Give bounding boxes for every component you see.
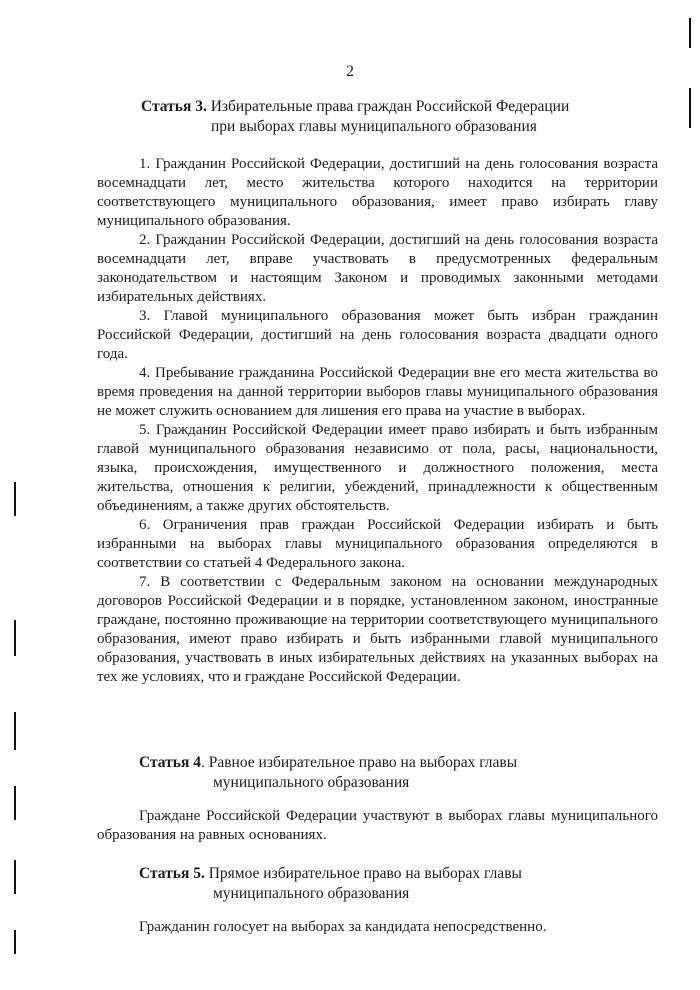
article-4-heading [139,753,517,793]
page-number: 2 [346,63,354,80]
scan-edge-mark [689,18,691,48]
scan-edge-mark [14,930,16,954]
article-3-body [97,155,658,687]
article-5-heading [139,864,522,904]
scan-edge-mark [14,712,16,750]
article-label: Статья 5. [139,865,205,882]
scan-edge-mark [14,860,16,894]
article-title-continued: при выборах главы муниципального образования [211,118,537,135]
article-4-body [97,807,658,845]
article-3-paragraph-6: 6. Ограничения прав граждан Российской Федерации избирать и быть избранными на выборах главы муниципального образования определяются в соответствии со статьей 4 Федерального закона. [97,517,658,571]
article-3-paragraph-1: 1. Гражданин Российской Федерации, достигший на день голосования возраста восемнадцати лет, место жительства которого находится на территории соответствующего муниципального образования, имеет право избирать главу муниципального образования. [97,156,658,229]
article-3-paragraph-5: 5. Гражданин Российской Федерации имеет право избирать и быть избранным главой муниципального образования независимо от пола, расы, национальности, языка, происхождения, имущественного и должностного положения, места жительства, отношения к религии, убеждений, принадлежности к общественным объединениям, а также других обстоятельств. [97,422,658,514]
scan-edge-mark [14,620,16,656]
scan-edge-mark [14,786,16,820]
article-3-heading [141,97,569,137]
article-3-paragraph-3: 3. Главой муниципального образования может быть избран гражданин Российской Федерации, достигший на день голосования возраста двадцати одного года. [97,308,658,362]
article-title-continued: муниципального образования [213,885,410,902]
article-label: Статья 3. [141,98,207,115]
article-title: . Равное избирательное право на выборах главы [200,754,518,771]
article-5-body [97,918,658,937]
article-3-paragraph-2: 2. Гражданин Российской Федерации, достигший на день голосования возраста восемнадцати лет, вправе участвовать в предусмотренных федеральным законодательством и настоящим Законом и проводимых законными методами избирательных действиях. [97,232,658,305]
article-title: Избирательные права граждан Российской Федерации [210,98,570,115]
article-3-paragraph-7: 7. В соответствии с Федеральным законом на основании международных договоров Российской Федерации и в порядке, установленном законом, иностранные граждане, постоянно проживающие на территории соответствующего муниципального образования, имеют право избирать и быть избранными главой муниципального образования, участвовать в иных избирательных действиях на указанных выборах на тех же условиях, что и граждане Российской Федерации. [97,574,658,685]
scan-edge-mark [14,482,16,516]
article-title-continued: муниципального образования [213,774,410,791]
article-3-paragraph-4: 4. Пребывание гражданина Российской Федерации вне его места жительства во время проведения на данной территории выборов главы муниципального образования не может служить основанием для лишения его права на участие в выборах. [97,365,658,419]
article-4-paragraph-1: Граждане Российской Федерации участвуют в выборах главы муниципального образования на равных основаниях. [97,808,658,843]
article-5-paragraph-1: Гражданин голосует на выборах за кандидата непосредственно. [139,919,547,935]
article-title: Прямое избирательное право на выборах главы [208,865,522,882]
scan-edge-mark [689,88,691,128]
article-label: Статья 4 [139,754,201,771]
